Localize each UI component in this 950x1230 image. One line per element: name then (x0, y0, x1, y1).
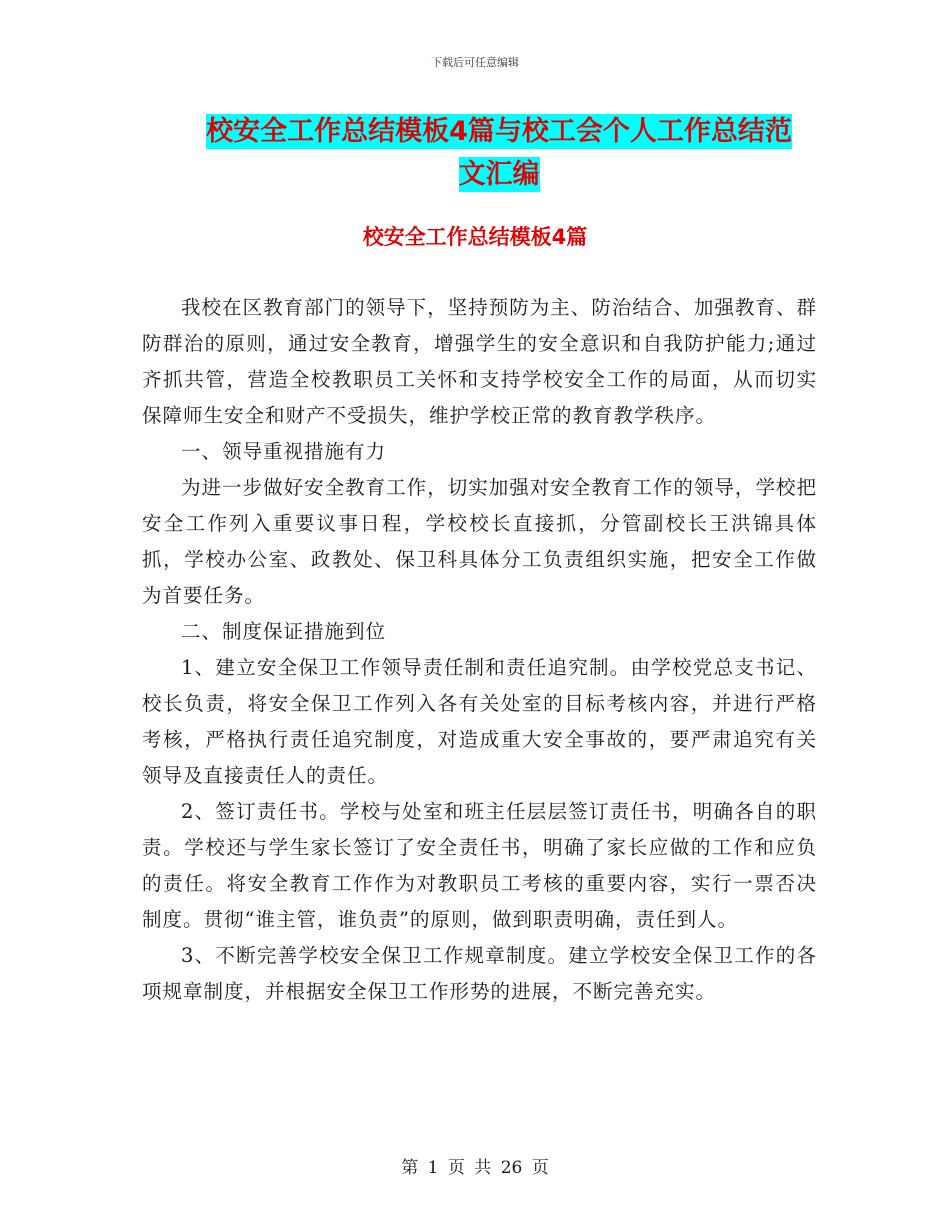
page-footer (0, 1153, 950, 1178)
paragraph-intro: 我校在区教育部门的领导下，坚持预防为主、防治结合、加强教育、群防群治的原则，通过安全教育，增强学生的安全意识和自我防护能力;通过齐抓共管，营造全校教职员工关怀和支持学校安全工作的局面，从而切实保障师生安全和财产不受损失，维护学校正常的教育教学秩序。 (142, 296, 817, 427)
footer-total-pages: 26 (500, 1158, 523, 1178)
footer-suffix: 页 (531, 1158, 549, 1178)
document-body (142, 290, 817, 1010)
header-note: 下载后可任意编辑 (431, 56, 519, 69)
heading-leadership: 一、领导重视措施有力 (181, 440, 387, 463)
footer-page-number: 1 (427, 1158, 439, 1178)
paragraph-item-3: 3、不断完善学校安全保卫工作规章制度。建立学校安全保卫工作的各项规章制度，并根据安全保卫工作形势的进展，不断完善充实。 (142, 944, 817, 1003)
document-title-text: 校安全工作总结模板4篇与校工会个人工作总结范文汇编 (206, 116, 792, 190)
heading-system: 二、制度保证措施到位 (181, 620, 387, 643)
footer-page-label: 页 (447, 1158, 465, 1178)
footer-prefix: 第 (401, 1158, 419, 1178)
paragraph-leadership: 为进一步做好安全教育工作，切实加强对安全教育工作的领导，学校把安全工作列入重要议事日程，学校校长直接抓，分管副校长王洪锦具体抓，学校办公室、政教处、保卫科具体分工负责组织实施，把安全工作做为首要任务。 (142, 476, 817, 607)
document-title (196, 110, 802, 196)
paragraph-item-1: 1、建立安全保卫工作领导责任制和责任追究制。由学校党总支书记、校长负责，将安全保卫工作列入各有关处室的目标考核内容，并进行严格考核，严格执行责任追究制度，对造成重大安全事故的，要严肃追究有关领导及直接责任人的责任。 (142, 656, 817, 787)
section-title: 校安全工作总结模板4篇 (362, 225, 588, 249)
footer-total-prefix: 共 (474, 1158, 492, 1178)
paragraph-item-2: 2、签订责任书。学校与处室和班主任层层签订责任书，明确各自的职责。学校还与学生家长签订了安全责任书，明确了家长应做的工作和应负的责任。将安全教育工作作为对教职员工考核的重要内容，实行一票否决制度。贯彻“谁主管，谁负责”的原则，做到职责明确，责任到人。 (142, 800, 817, 931)
